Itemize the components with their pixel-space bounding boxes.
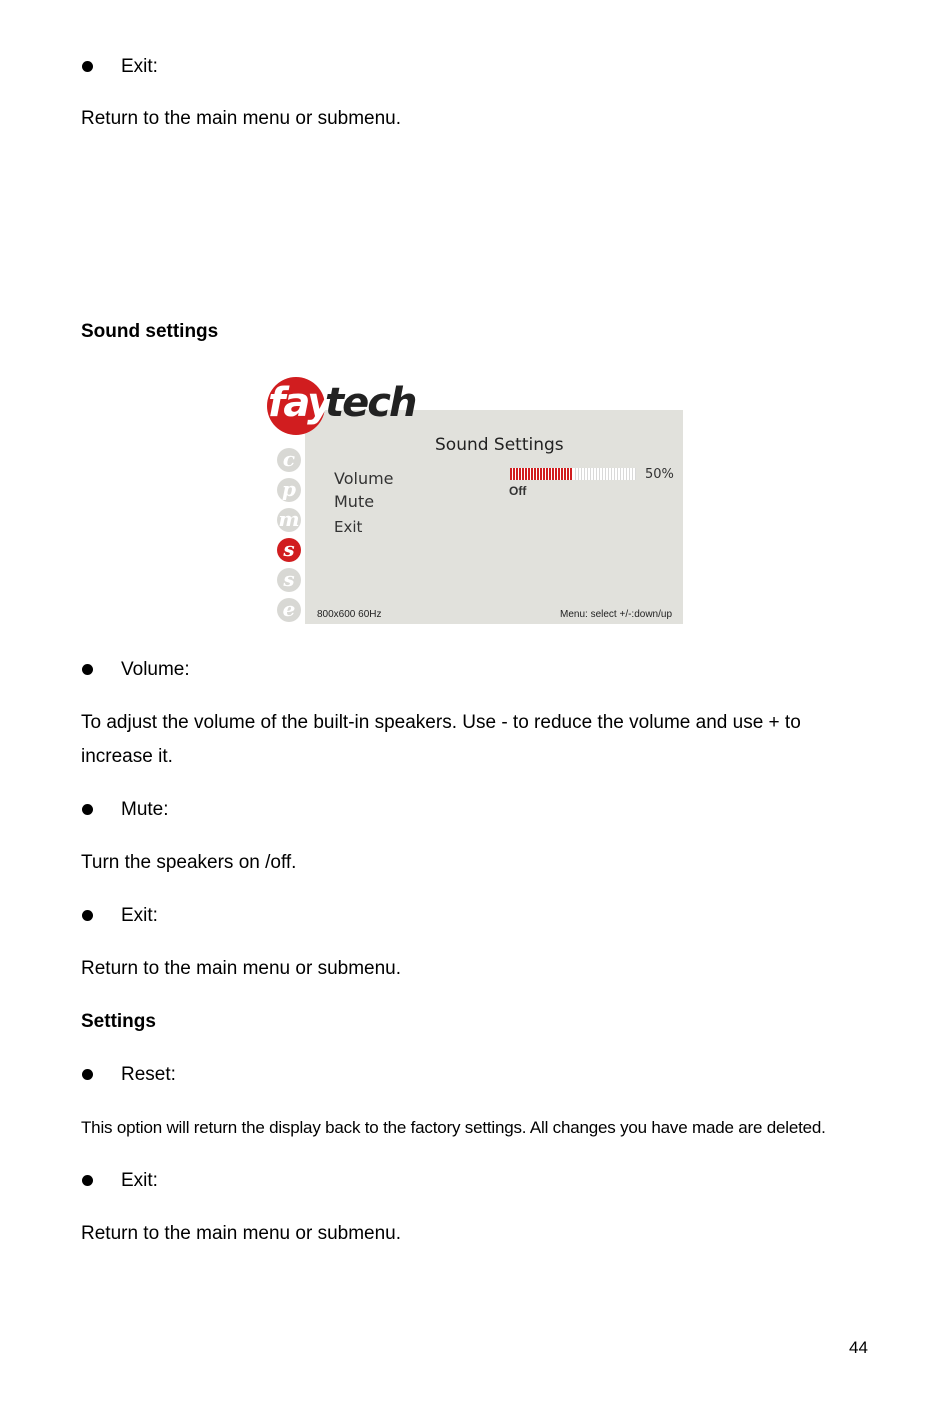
reset-bullet-label: Reset: xyxy=(121,1064,176,1085)
osd-screenshot xyxy=(265,375,685,627)
picture-menu-icon[interactable]: p xyxy=(277,478,301,502)
bullet-icon xyxy=(82,664,93,675)
logo-fay-text: fay xyxy=(268,380,332,426)
volume-percent: 50% xyxy=(645,467,674,482)
mute-bullet-label: Mute: xyxy=(121,799,169,820)
volume-slider[interactable] xyxy=(510,468,636,480)
exit-bullet-label: Exit: xyxy=(121,56,158,77)
volume-description-line2: increase it. xyxy=(81,746,173,767)
logo-tech-text: tech xyxy=(325,380,416,426)
osd-resolution: 800x600 60Hz xyxy=(317,609,382,620)
osd-item-volume[interactable]: Volume xyxy=(334,469,394,488)
exit-description: Return to the main menu or submenu. xyxy=(81,958,402,979)
exit-description: Return to the main menu or submenu. xyxy=(81,1223,402,1244)
osd-title: Sound Settings xyxy=(435,435,564,455)
page-number: 44 xyxy=(849,1338,868,1357)
reset-description: This option will return the display back to the factory settings. All changes you have made are deleted. xyxy=(81,1118,826,1137)
mute-description: Turn the speakers on /off. xyxy=(81,852,297,873)
bullet-icon xyxy=(82,1175,93,1186)
exit-menu-icon[interactable]: e xyxy=(277,598,301,622)
bullet-icon xyxy=(82,61,93,72)
volume-description-line1: To adjust the volume of the built-in speakers. Use - to reduce the volume and use + to xyxy=(81,712,801,733)
exit-bullet-label: Exit: xyxy=(121,1170,158,1191)
section-heading-sound: Sound settings xyxy=(81,321,219,342)
bullet-icon xyxy=(82,804,93,815)
misc-menu-icon[interactable]: m xyxy=(278,507,300,531)
exit-bullet-label: Exit: xyxy=(121,905,158,926)
section-heading-settings: Settings xyxy=(81,1011,156,1032)
osd-hint: Menu: select +/-:down/up xyxy=(560,609,673,620)
osd-item-exit[interactable]: Exit xyxy=(334,518,363,536)
settings-menu-icon[interactable]: s xyxy=(277,568,301,592)
bullet-icon xyxy=(82,910,93,921)
bullet-icon xyxy=(82,1069,93,1080)
exit-description: Return to the main menu or submenu. xyxy=(81,108,402,129)
sound-menu-icon[interactable]: s xyxy=(277,538,301,562)
color-menu-icon[interactable]: c xyxy=(277,448,301,472)
osd-item-mute[interactable]: Mute xyxy=(334,492,375,511)
volume-bullet-label: Volume: xyxy=(121,659,190,680)
volume-slider-fill xyxy=(510,468,573,480)
mute-value: Off xyxy=(509,484,527,498)
